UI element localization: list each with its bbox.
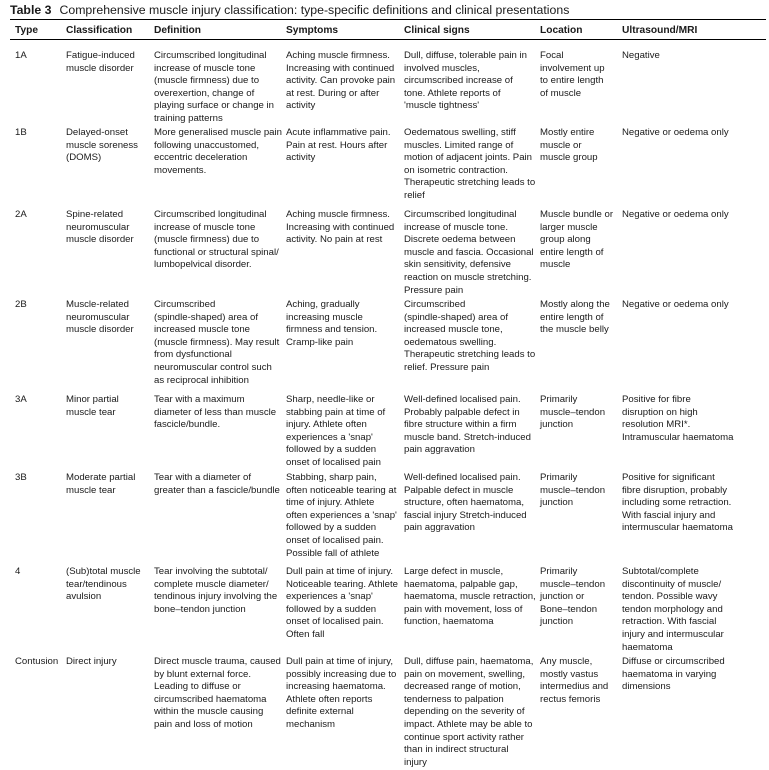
cell-line: playing surface or change in xyxy=(154,100,274,112)
cell-line: mostly vastus xyxy=(540,668,599,680)
cell-line: Spine-related xyxy=(66,209,124,220)
cell-line: junction xyxy=(540,497,574,509)
cell-line: haematoma, palpable gap, xyxy=(404,578,518,590)
cell-ultrasound-mri xyxy=(622,127,766,140)
cell-line: group along xyxy=(540,234,591,246)
cell-line: Tear with a diameter of xyxy=(154,472,252,483)
cell-line: 2A xyxy=(15,209,27,220)
cell-line: increased muscle tone xyxy=(154,324,250,336)
cell-line: eccentric deceleration xyxy=(154,152,248,164)
cell-location xyxy=(540,472,618,510)
cell-line: neuromuscular xyxy=(66,311,130,323)
table-title: Comprehensive muscle injury classification: type-specific definitions and clinical presentations xyxy=(59,3,570,17)
cell-line: muscles. Limited range of xyxy=(404,139,514,151)
header-type: Type xyxy=(15,25,39,36)
cell-line: Diffuse or circumscribed xyxy=(622,656,725,667)
cell-line: Cramp-like pain xyxy=(286,336,354,348)
cell-line: activity. Can provoke pain xyxy=(286,75,396,87)
cell-line: Intramuscular haematoma xyxy=(622,431,734,443)
cell-line: mechanism xyxy=(286,718,336,730)
cell-line: Circumscribed longitudinal xyxy=(154,50,267,61)
cell-line: involvement up xyxy=(540,62,605,74)
cell-line: Primarily xyxy=(540,566,578,577)
cell-line: increase of muscle tone xyxy=(154,221,256,233)
cell-line: disruption on high xyxy=(622,406,698,418)
table-label: Table 3 xyxy=(10,3,52,17)
cell-line: greater than a fascicle/bundle xyxy=(154,484,280,496)
cell-ultrasound-mri xyxy=(622,209,766,222)
cell-type xyxy=(15,566,63,579)
cell-line: including some retraction. xyxy=(622,497,732,509)
cell-line: muscle tear xyxy=(66,484,116,496)
cell-symptoms xyxy=(286,127,398,165)
cell-line: tendon. Possible wavy xyxy=(622,591,718,603)
cell-line: Pain at rest. Hours after xyxy=(286,139,388,151)
header-rule xyxy=(10,39,766,40)
cell-line: pain aggravation xyxy=(404,522,475,534)
cell-symptoms xyxy=(286,566,398,642)
cell-line: followed by a sudden xyxy=(286,444,377,456)
cell-line: often noticeable tearing at xyxy=(286,484,397,496)
cell-line: muscle disorder xyxy=(66,62,134,74)
cell-line: muscle soreness xyxy=(66,139,138,151)
cell-line: Dull, diffuse, tolerable pain in xyxy=(404,50,528,61)
cell-line: Possible fall of athlete xyxy=(286,547,380,559)
cell-line: 3A xyxy=(15,394,27,405)
cell-line: function, haematoma xyxy=(404,616,494,628)
cell-line: activity xyxy=(286,152,316,164)
cell-line: diameter of less than muscle xyxy=(154,406,277,418)
cell-line: Well-defined localised pain. xyxy=(404,394,521,405)
cell-type xyxy=(15,656,63,669)
cell-line: Therapeutic stretching leads to xyxy=(404,349,536,361)
cell-line: Direct injury xyxy=(66,656,117,667)
cell-clinical-signs xyxy=(404,394,534,457)
cell-line: injury xyxy=(404,756,427,768)
cell-line: muscle disorder xyxy=(66,234,134,246)
cell-line: Mostly entire xyxy=(540,127,595,138)
cell-ultrasound-mri xyxy=(622,394,766,444)
cell-location xyxy=(540,127,618,165)
cell-type xyxy=(15,127,63,140)
cell-type xyxy=(15,472,63,485)
cell-line: reaction on muscle stretching. xyxy=(404,271,532,283)
cell-line: experiences a 'snap' xyxy=(286,591,373,603)
cell-line: pain with movement, loss of xyxy=(404,603,523,615)
cell-line: time of injury. Athlete xyxy=(286,497,375,509)
cell-line: onset of localised pain. xyxy=(286,534,384,546)
cell-line: intermuscular haematoma xyxy=(622,522,733,534)
cell-line: than in indirect structural xyxy=(404,744,509,756)
cell-line: Negative or oedema only xyxy=(622,209,729,220)
cell-line: firmness and tension. xyxy=(286,324,378,336)
cell-line: (spindle-shaped) area of xyxy=(154,311,258,323)
table-caption xyxy=(10,3,569,17)
cell-location xyxy=(540,566,618,629)
cell-line: Circumscribed longitudinal xyxy=(154,209,267,220)
header-clinical-signs: Clinical signs xyxy=(404,25,470,36)
cell-line: fascicle/bundle. xyxy=(154,419,221,431)
cell-line: Stabbing, sharp pain, xyxy=(286,472,377,483)
cell-line: junction xyxy=(540,616,574,628)
cell-classification xyxy=(66,566,152,604)
cell-line: junction or xyxy=(540,591,585,603)
cell-line: followed by a sudden xyxy=(286,603,377,615)
cell-definition xyxy=(154,50,282,126)
cell-line: pain and loss of motion xyxy=(154,718,253,730)
cell-line: Oedematous swelling, stiff xyxy=(404,127,516,138)
cell-line: (muscle firmness) due to xyxy=(154,75,260,87)
cell-location xyxy=(540,656,618,706)
cell-line: Increasing with continued xyxy=(286,221,395,233)
cell-line: injury and intermuscular xyxy=(622,628,724,640)
cell-line: Delayed-onset xyxy=(66,127,128,138)
cell-line: Pressure pain xyxy=(404,284,464,296)
cell-type xyxy=(15,209,63,222)
cell-classification xyxy=(66,472,152,497)
cell-classification xyxy=(66,127,152,165)
cell-line: impact. Athlete may be able to xyxy=(404,718,533,730)
cell-line: lumbopelvical disorder. xyxy=(154,259,252,271)
cell-line: relief xyxy=(404,189,425,201)
cell-clinical-signs xyxy=(404,209,534,297)
cell-line: Primarily xyxy=(540,394,578,405)
cell-clinical-signs xyxy=(404,566,534,629)
cell-line: entire length of xyxy=(540,246,604,258)
cell-line: muscle–tendon xyxy=(540,578,606,590)
cell-line: 3B xyxy=(15,472,27,483)
cell-line: 4 xyxy=(15,566,21,577)
cell-line: definite external xyxy=(286,706,354,718)
cell-line: muscle group xyxy=(540,152,598,164)
cell-line: Bone–tendon xyxy=(540,603,598,615)
cell-line: Aching, gradually xyxy=(286,299,360,310)
cell-line: to entire length xyxy=(540,75,604,87)
cell-line: Aching muscle firmness. xyxy=(286,209,390,220)
cell-line: muscle band. Stretch-induced xyxy=(404,431,531,443)
cell-line: muscle xyxy=(540,259,571,271)
cell-type xyxy=(15,299,63,312)
cell-line: pain aggravation xyxy=(404,444,475,456)
header-location: Location xyxy=(540,25,583,36)
cell-line: Leading to diffuse or xyxy=(154,681,241,693)
cell-line: Dull, diffuse pain, haematoma, xyxy=(404,656,534,667)
cell-line: Dull pain at time of injury. xyxy=(286,566,393,577)
cell-line: relief. Pressure pain xyxy=(404,361,490,373)
cell-line: Noticeable tearing. Athlete xyxy=(286,578,399,590)
cell-line: the muscle belly xyxy=(540,324,609,336)
cell-clinical-signs xyxy=(404,50,534,113)
cell-line: tenderness to palpation xyxy=(404,693,504,705)
cell-line: Circumscribed xyxy=(404,299,466,310)
cell-line: Palpable defect in muscle xyxy=(404,484,514,496)
cell-line: dimensions xyxy=(622,681,671,693)
cell-ultrasound-mri xyxy=(622,656,766,694)
cell-line: 1A xyxy=(15,50,27,61)
cell-line: complete muscle diameter/ xyxy=(154,578,269,590)
cell-line: Fatigue-induced xyxy=(66,50,135,61)
cell-line: involved muscles, xyxy=(404,62,480,74)
cell-line: Tear involving the subtotal/ xyxy=(154,566,268,577)
cell-line: increase of muscle tone xyxy=(154,62,256,74)
cell-line: depending on the severity of xyxy=(404,706,525,718)
cell-line: activity xyxy=(286,100,316,112)
cell-definition xyxy=(154,656,282,732)
cell-line: muscle–tendon xyxy=(540,406,606,418)
cell-line: (muscle firmness). May result xyxy=(154,336,280,348)
cell-line: skin sensitivity, defensive xyxy=(404,259,511,271)
cell-definition xyxy=(154,472,282,497)
cell-line: (DOMS) xyxy=(66,152,102,164)
cell-line: followed by a sudden xyxy=(286,522,377,534)
cell-line: Dull pain at time of injury, xyxy=(286,656,393,667)
cell-line: Athlete often reports xyxy=(286,693,373,705)
cell-classification xyxy=(66,50,152,75)
cell-ultrasound-mri xyxy=(622,472,766,535)
cell-line: possibly increasing due to xyxy=(286,668,397,680)
cell-line: Large defect in muscle, xyxy=(404,566,504,577)
cell-line: experiences a 'snap' xyxy=(286,431,373,443)
cell-line: Increasing with continued xyxy=(286,62,395,74)
cell-line: Muscle-related xyxy=(66,299,129,310)
header-ultrasound-mri: Ultrasound/MRI xyxy=(622,25,698,36)
cell-line: retraction. With fascial xyxy=(622,616,717,628)
cell-line: neuromuscular xyxy=(66,221,130,233)
cell-line: muscle–tendon xyxy=(540,484,606,496)
cell-line: tendon morphology and xyxy=(622,603,723,615)
cell-line: Primarily xyxy=(540,472,578,483)
cell-line: fibre structure within a firm xyxy=(404,419,517,431)
cell-line: 2B xyxy=(15,299,27,310)
cell-line: Circumscribed longitudinal xyxy=(404,209,517,220)
cell-line: 1B xyxy=(15,127,27,138)
cell-classification xyxy=(66,299,152,337)
cell-line: Discrete oedema between xyxy=(404,234,516,246)
cell-symptoms xyxy=(286,50,398,113)
cell-line: often experiences a 'snap' xyxy=(286,509,397,521)
cell-line: Focal xyxy=(540,50,564,61)
cell-line: stabbing pain at time of xyxy=(286,406,386,418)
cell-line: fascial injury Stretch-induced xyxy=(404,509,527,521)
cell-line: decreased range of motion, xyxy=(404,681,521,693)
header-symptoms: Symptoms xyxy=(286,25,339,36)
cell-line: discontinuity of muscle/ xyxy=(622,578,722,590)
cell-line: tone. Athlete reports of xyxy=(404,87,501,99)
cell-line: onset of localised pain xyxy=(286,456,381,468)
cell-line: tendinous injury involving the xyxy=(154,591,278,603)
cell-line: increased muscle tone, xyxy=(404,324,503,336)
cell-line: Aching muscle firmness. xyxy=(286,50,390,61)
cell-line: increase of muscle tone. xyxy=(404,221,508,233)
cell-line: circumscribed increase of xyxy=(404,75,513,87)
cell-line: following unaccustomed, xyxy=(154,139,260,151)
cell-line: pain on movement, swelling, xyxy=(404,668,526,680)
cell-line: as reciprocal inhibition xyxy=(154,374,249,386)
cell-clinical-signs xyxy=(404,656,534,769)
cell-line: tear/tendinous xyxy=(66,578,127,590)
cell-line: of muscle xyxy=(540,87,582,99)
cell-type xyxy=(15,50,63,63)
cell-line: increasing muscle xyxy=(286,311,363,323)
cell-line: neuromuscular control such xyxy=(154,361,272,373)
cell-line: training patterns xyxy=(154,112,223,124)
cell-line: (spindle-shaped) area of xyxy=(404,311,508,323)
cell-line: Direct muscle trauma, caused xyxy=(154,656,281,667)
cell-line: Muscle bundle or xyxy=(540,209,614,220)
cell-ultrasound-mri xyxy=(622,566,766,654)
cell-line: Contusion xyxy=(15,656,59,667)
cell-line: oedematous swelling. xyxy=(404,336,497,348)
cell-line: Minor partial xyxy=(66,394,119,405)
cell-line: More generalised muscle pain xyxy=(154,127,282,138)
cell-classification xyxy=(66,394,152,419)
header-definition: Definition xyxy=(154,25,201,36)
cell-line: muscle disorder xyxy=(66,324,134,336)
cell-line: circumscribed haematoma xyxy=(154,693,267,705)
cell-line: Tear with a maximum xyxy=(154,394,245,405)
cell-definition xyxy=(154,566,282,616)
cell-line: Often fall xyxy=(286,628,325,640)
cell-clinical-signs xyxy=(404,472,534,535)
cell-symptoms xyxy=(286,656,398,732)
cell-line: Any muscle, xyxy=(540,656,593,667)
cell-classification xyxy=(66,656,152,669)
cell-line: entire length of xyxy=(540,311,604,323)
cell-line: structure, often haematoma, xyxy=(404,497,524,509)
cell-clinical-signs xyxy=(404,127,534,203)
cell-line: movements. xyxy=(154,164,207,176)
cell-definition xyxy=(154,127,282,177)
cell-line: Positive for fibre xyxy=(622,394,691,405)
cell-line: bone–tendon junction xyxy=(154,603,246,615)
cell-line: by blunt external force. xyxy=(154,668,252,680)
cell-symptoms xyxy=(286,472,398,560)
cell-line: Probably palpable defect in xyxy=(404,406,520,418)
cell-line: at rest. During or after xyxy=(286,87,380,99)
cell-definition xyxy=(154,209,282,272)
cell-symptoms xyxy=(286,394,398,470)
cell-ultrasound-mri xyxy=(622,50,766,63)
cell-line: overexertion, change of xyxy=(154,87,255,99)
cell-line: Subtotal/complete xyxy=(622,566,699,577)
cell-line: muscle and fascia. Occasional xyxy=(404,246,534,258)
cell-ultrasound-mri xyxy=(622,299,766,312)
cell-line: Negative or oedema only xyxy=(622,127,729,138)
cell-line: injury. Athlete often xyxy=(286,419,367,431)
cell-definition xyxy=(154,299,282,387)
cell-line: from dysfunctional xyxy=(154,349,232,361)
cell-line: activity. No pain at rest xyxy=(286,234,383,246)
cell-line: Therapeutic stretching leads to xyxy=(404,177,536,189)
cell-definition xyxy=(154,394,282,432)
cell-line: haematoma in varying xyxy=(622,668,717,680)
cell-line: muscle tear xyxy=(66,406,116,418)
cell-location xyxy=(540,209,618,272)
header-classification: Classification xyxy=(66,25,133,36)
cell-line: rectus femoris xyxy=(540,693,601,705)
cell-line: Mostly along the xyxy=(540,299,610,310)
cell-line: Moderate partial xyxy=(66,472,136,483)
cell-line: on isometric contraction. xyxy=(404,164,508,176)
cell-line: within the muscle causing xyxy=(154,706,264,718)
cell-line: Negative xyxy=(622,50,660,61)
cell-line: muscle or xyxy=(540,139,582,151)
cell-line: haematoma xyxy=(622,641,673,653)
cell-line: Acute inflammative pain. xyxy=(286,127,391,138)
cell-location xyxy=(540,50,618,100)
cell-line: haematoma, muscle retraction, xyxy=(404,591,536,603)
cell-line: resolution MRI*. xyxy=(622,419,691,431)
cell-symptoms xyxy=(286,209,398,247)
cell-classification xyxy=(66,209,152,247)
cell-line: avulsion xyxy=(66,591,102,603)
cell-line: Well-defined localised pain. xyxy=(404,472,521,483)
cell-symptoms xyxy=(286,299,398,349)
top-rule xyxy=(10,19,766,20)
cell-line: increasing haematoma. xyxy=(286,681,386,693)
cell-line: Sharp, needle-like or xyxy=(286,394,375,405)
cell-line: motion of adjacent joints. Pain xyxy=(404,152,532,164)
cell-line: intermedius and xyxy=(540,681,609,693)
cell-line: 'muscle tightness' xyxy=(404,100,480,112)
cell-line: With fascial injury and xyxy=(622,509,716,521)
cell-clinical-signs xyxy=(404,299,534,375)
cell-line: onset of localised pain. xyxy=(286,616,384,628)
cell-line: junction xyxy=(540,419,574,431)
cell-line: functional or structural spinal/ xyxy=(154,246,279,258)
cell-line: Negative or oedema only xyxy=(622,299,729,310)
cell-line: larger muscle xyxy=(540,221,598,233)
cell-location xyxy=(540,299,618,337)
cell-line: fibre disruption, probably xyxy=(622,484,728,496)
cell-line: (muscle firmness) due to xyxy=(154,234,260,246)
cell-location xyxy=(540,394,618,432)
cell-line: Positive for significant xyxy=(622,472,715,483)
cell-line: (Sub)total muscle xyxy=(66,566,141,577)
cell-type xyxy=(15,394,63,407)
cell-line: Circumscribed xyxy=(154,299,216,310)
cell-line: continue sport activity rather xyxy=(404,731,524,743)
